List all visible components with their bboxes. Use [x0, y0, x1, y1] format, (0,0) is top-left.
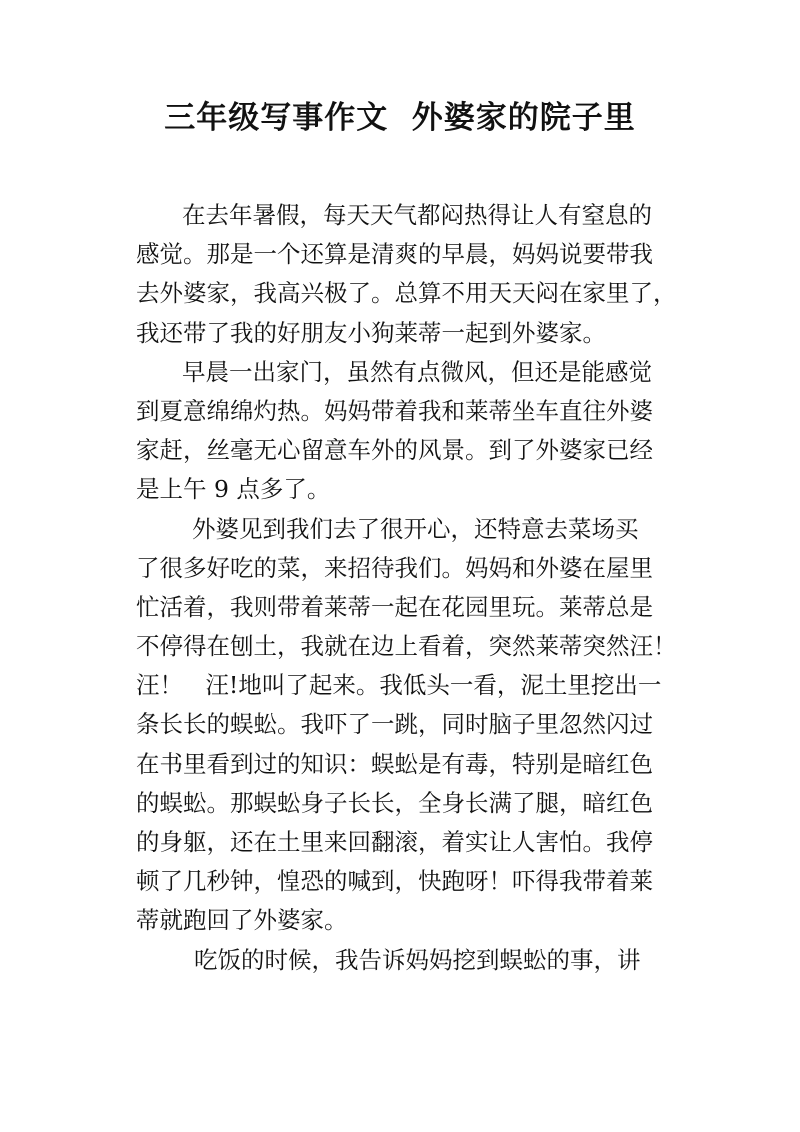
paragraph-1-line-3: 去外婆家，我高兴极了。总算不用天天闷在家里了，: [136, 279, 677, 308]
paragraph-1-line-2: 感觉。那是一个还算是清爽的早晨，妈妈说要带我: [136, 240, 653, 269]
paragraph-2-line-3: 家赶，丝毫无心留意车外的风景。到了外婆家已经: [136, 436, 653, 465]
paragraph-3-line-6: 条长长的蜈蚣。我吓了一跳，同时脑子里忽然闪过: [136, 710, 653, 739]
paragraph-1-line-1: 在去年暑假，每天天气都闷热得让人有窒息的: [182, 201, 652, 229]
paragraph-3-line-11: 蒂就跑回了外婆家。: [136, 906, 348, 935]
paragraph-3-line-10: 顿了几秒钟，惶恐的喊到，快跑呀！吓得我带着莱: [136, 867, 653, 896]
paragraph-1-line-4: 我还带了我的好朋友小狗莱蒂一起到外婆家。: [136, 318, 606, 347]
document-body: [136, 196, 696, 980]
paragraph-3-line-2: 了很多好吃的菜，来招待我们。妈妈和外婆在屋里: [136, 553, 653, 582]
paragraph-3-line-4: 不停得在刨土，我就在边上看着，突然莱蒂突然汪！: [136, 632, 677, 661]
paragraph-3-line-9: 的身躯，还在土里来回翻滚，着实让人害怕。我停: [136, 828, 653, 856]
paragraph-3-line-1: 外婆见到我们去了很开心，还特意去菜场买: [192, 514, 639, 543]
document-title: 三年级写事作文 外婆家的院子里: [164, 100, 636, 136]
paragraph-2-line-2: 到夏意绵绵灼热。妈妈带着我和莱蒂坐车直往外婆: [136, 396, 653, 425]
paragraph-3-line-5: 汪！ 汪!地叫了起来。我低头一看，泥土里挖出一: [136, 671, 662, 700]
paragraph-2-line-1: 早晨一出家门，虽然有点微风，但还是能感觉: [182, 357, 652, 386]
paragraph-3-line-3: 忙活着，我则带着莱蒂一起在花园里玩。莱蒂总是: [136, 592, 653, 621]
paragraph-4-line-1: 吃饭的时候，我告诉妈妈挖到蜈蚣的事，讲: [194, 945, 641, 974]
paragraph-3-line-7: 在书里看到过的知识：蜈蚣是有毒，特别是暗红色: [136, 749, 653, 778]
paragraph-3-line-8: 的蜈蚣。那蜈蚣身子长长，全身长满了腿，暗红色: [136, 788, 653, 817]
paragraph-2-line-4: 是上午 9 点多了。: [136, 475, 331, 504]
